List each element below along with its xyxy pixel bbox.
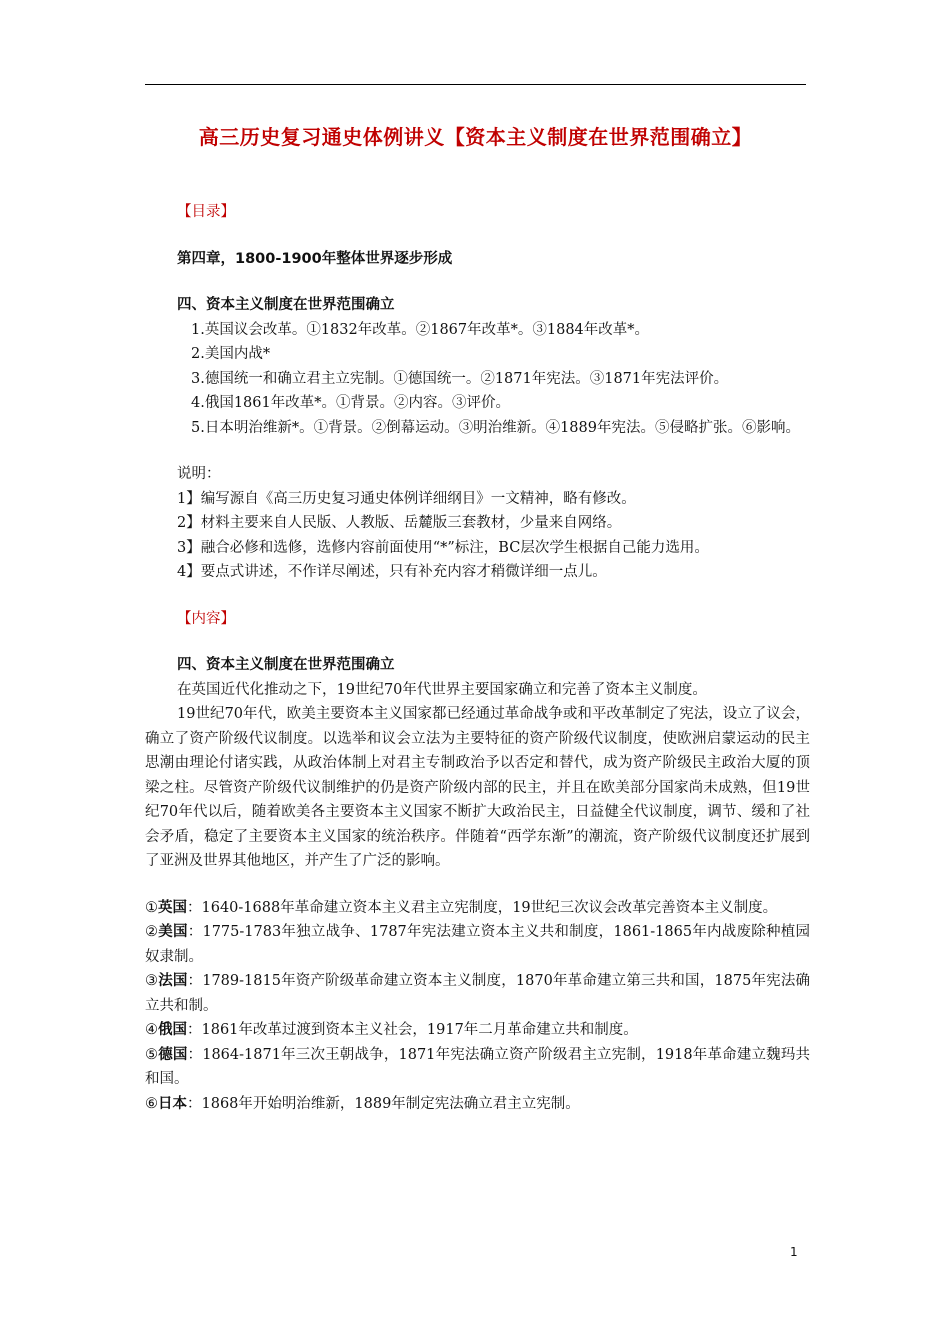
- country-item: ④俄国：1861年改革过渡到资本主义社会，1917年二月革命建立共和制度。: [145, 1022, 638, 1038]
- country-item: ②美国：1775-1783年独立战争、1787年宪法建立资本主义共和制度，1861-1865年内战废除种植园奴隶制。: [145, 924, 811, 965]
- country-name: 俄国: [158, 1022, 187, 1038]
- toc-item: 4.俄国1861年改革*。①背景。②内容。③评价。: [191, 395, 510, 411]
- content-label: 【内容】: [177, 610, 235, 627]
- country-item: ⑤德国：1864-1871年三次王朝战争，1871年宪法确立资产阶级君主立宪制，1918年革命建立魏玛共和国。: [145, 1046, 811, 1087]
- header-rule: [145, 84, 806, 85]
- country-item: ①英国：1640-1688年革命建立资本主义君主立宪制度，19世纪三次议会改革完善资本主义制度。: [145, 899, 778, 916]
- document-title: 高三历史复习通史体例讲义【资本主义制度在世界范围确立】: [198, 125, 753, 149]
- note-item: 3】融合必修和选修，选修内容前面使用“*”标注，BC层次学生根据自己能力选用。: [177, 539, 709, 556]
- toc-item: 1.英国议会改革。①1832年改革。②1867年改革*。③1884年改革*。: [191, 321, 650, 338]
- country-item: ③法国：1789-1815年资产阶级革命建立资本主义制度，1870年革命建立第三共和国，1875年宪法确立共和制。: [145, 973, 811, 1014]
- document-body: [145, 200, 810, 1116]
- toc-label: 【目录】: [177, 204, 235, 220]
- intro-paragraph: 在英国近代化推动之下，19世纪70年代世界主要国家确立和完善了资本主义制度。: [177, 681, 707, 698]
- page-number: 1: [790, 1245, 798, 1259]
- toc-item: 3.德国统一和确立君主立宪制。①德国统一。②1871年宪法。③1871年宪法评价。: [191, 370, 729, 387]
- content-section-heading: 四、资本主义制度在世界范围确立: [177, 657, 395, 673]
- note-item: 4】要点式讲述，不作详尽阐述，只有补充内容才稍微详细一点儿。: [177, 564, 607, 580]
- note-item: 2】材料主要来自人民版、人教版、岳麓版三套教材，少量来自网络。: [177, 515, 622, 531]
- toc-item: 2.美国内战*: [191, 346, 271, 362]
- country-item: ⑥日本：1868年开始明治维新，1889年制定宪法确立君主立宪制。: [145, 1095, 580, 1112]
- toc-section-heading: 四、资本主义制度在世界范围确立: [177, 297, 395, 313]
- chapter-heading: 第四章，1800-1900年整体世界逐步形成: [177, 250, 453, 267]
- country-name: 美国: [158, 924, 188, 940]
- country-name: 德国: [158, 1046, 188, 1063]
- main-paragraph: 19世纪70年代，欧美主要资本主义国家都已经通过革命战争或和平改革制定了宪法，设立了议会，确立了资产阶级代议制度。以选举和议会立法为主要特征的资产阶级代议制度，使欧洲启蒙运动的民主思潮由理论付诸实践，从政治体制上对君主专制政治予以否定和替代，成为资产阶级民主政治大厦的顶梁之柱。尽管资产阶级代议制维护的仍是资产阶级内部的民主，并且在欧美部分国家尚未成熟，但19世纪70年代以后，随着欧美各主要资本主义国家不断扩大政治民主，日益健全代议制度，调节、缓和了社会矛盾，稳定了主要资本主义国家的统治秩序。伴随着“西学东渐”的潮流，资产阶级代议制度还扩展到了亚洲及世界其他地区，并产生了广泛的影响。: [145, 706, 810, 869]
- country-name: 日本: [158, 1095, 187, 1112]
- country-name: 法国: [158, 973, 188, 989]
- note-item: 1】编写源自《高三历史复习通史体例详细纲目》一文精神，略有修改。: [177, 490, 636, 507]
- country-name: 英国: [158, 899, 187, 916]
- notes-label: 说明：: [177, 466, 221, 482]
- toc-item: 5.日本明治维新*。①背景。②倒幕运动。③明治维新。④1889年宪法。⑤侵略扩张。⑥影响。: [191, 419, 800, 436]
